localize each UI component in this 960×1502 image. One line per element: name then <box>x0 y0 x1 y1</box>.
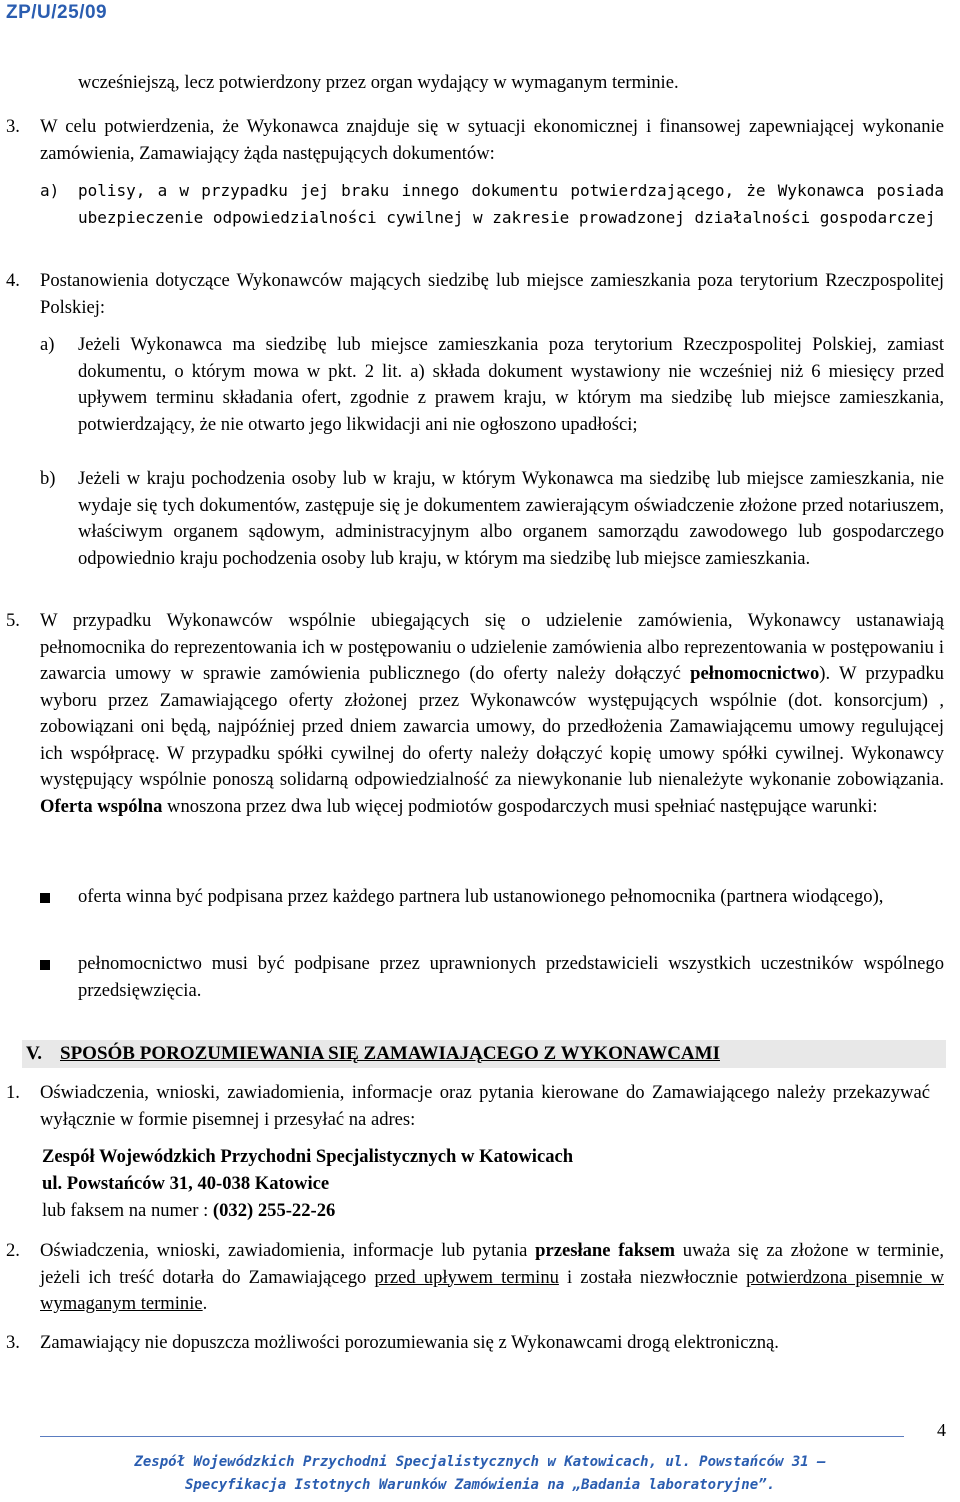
emphasis-pelnomocnictwo: pełnomocnictwo <box>690 663 820 684</box>
item-number: 1. <box>6 1082 20 1103</box>
item-letter: a) <box>40 181 60 200</box>
bullet-item: pełnomocnictwo musi być podpisane przez uprawnionych przedstawicieli wszystkich uczestników wspólnego przedsięwzięcia. <box>78 953 944 1001</box>
square-bullet-icon <box>40 960 50 970</box>
emphasis-oferta-wspolna: Oferta wspólna <box>40 795 163 817</box>
item-4-text: Postanowienia dotyczące Wykonawców mających siedzibę lub miejsce zamieszkania poza terytorium Rzeczpospolitej Polskiej: <box>40 270 944 318</box>
underlined-confirmation: potwierdzona pisemnie w wymaganym terminie <box>40 1266 944 1314</box>
footer-line-1: Zespół Wojewódzkich Przychodni Specjalistycznych w Katowicach, ul. Powstańców 31 – <box>134 1454 826 1470</box>
address-name: Zespół Wojewódzkich Przychodni Specjalistycznych w Katowicach <box>42 1146 574 1167</box>
address-street: ul. Powstańców 31, 40-038 Katowice <box>42 1173 330 1194</box>
item-4a-text: Jeżeli Wykonawca ma siedzibę lub miejsce zamieszkania poza terytorium Rzeczpospolitej Polskiej, zamiast dokumentu, o którym mowa w pkt. 2 lit. a) składa dokument wystawiony nie wcześniej niż 6 miesięcy przed upływem terminu składania ofert, zgodnie z prawem kraju, w którym ma siedzibę lub miejsce zamieszkania, potwierdzający, że nie otwarto jego likwidacji ani nie ogłoszono upadłości; <box>78 334 944 435</box>
item-letter: b) <box>40 468 56 489</box>
item-5-text: W przypadku Wykonawców wspólnie ubiegających się o udzielenie zamówienia, Wykonawcy ustanawiają pełnomocnika do reprezentowania ich w postępowaniu o udzielenie zamówienia albo reprezentowania w postępowaniu i zawarcia umowy w sprawie zamówienia publicznego (do oferty należy dołączyć pełnomocnictwo). W przypadku wyboru przez Zamawiającego oferty złożonej przez Wykonawców występujących wspólnie (dot. konsorcjum) , zobowiązani oni będą, najpóźniej przed dniem zawarcia umowy, do przedłożenia Zamawiającemu umowy regulującej ich współpracę. W przypadku spółki cywilnej do oferty należy dołączyć kopię umowy spółki cywilnej. Wykonawcy występujący wspólnie ponoszą solidarną odpowiedzialność za niewykonanie lub nienależyte wykonanie zobowiązania. Oferta wspólna wnoszona przez dwa lub więcej podmiotów gospodarczych musi spełniać następujące warunki: <box>40 610 944 817</box>
item-3-text: W celu potwierdzenia, że Wykonawca znajduje się w sytuacji ekonomicznej i finansowej zapewniającej wykonanie zamówienia, Zamawiający żąda następujących dokumentów: <box>40 116 944 164</box>
paragraph-continuation: wcześniejszą, lecz potwierdzony przez organ wydający w wymaganym terminie. <box>78 72 679 93</box>
bullet-item: oferta winna być podpisana przez każdego partnera lub ustanowionego pełnomocnika (partnera wiodącego), <box>78 886 884 907</box>
item-number: 3. <box>6 116 20 137</box>
document-id-header: ZP/U/25/09 <box>6 2 108 23</box>
footer-divider <box>40 1436 904 1437</box>
item-number: 4. <box>6 270 20 291</box>
square-bullet-icon <box>40 893 50 903</box>
section-title: SPOSÓB POROZUMIEWANIA SIĘ ZAMAWIAJĄCEGO Z WYKONAWCAMI <box>60 1043 720 1064</box>
item-letter: a) <box>40 334 55 355</box>
fax-line: lub faksem na numer : (032) 255-22-26 <box>42 1200 336 1221</box>
footer-line-2: Specyfikacja Istotnych Warunków Zamówienia na „Badania laboratoryjne”. <box>184 1477 775 1493</box>
item-3a-text: polisy, a w przypadku jej braku innego dokumentu potwierdzającego, że Wykonawca posiada ubezpieczenie odpowiedzialności cywilnej w zakresie prowadzonej działalności gospodarczej <box>78 181 944 227</box>
emphasis-przeslane-faksem: przesłane faksem <box>535 1240 676 1261</box>
item-number: 3. <box>6 1332 20 1353</box>
item-4b-text: Jeżeli w kraju pochodzenia osoby lub w kraju, w którym Wykonawca ma siedzibę lub miejsce zamieszkania, nie wydaje się tych dokumentów, zastępuje się je dokumentem zawierającym oświadczenie złożone przed notariuszem, właściwym organem sądowym, administracyjnym albo organem samorządu zawodowego lub gospodarczego odpowiednio kraju pochodzenia osoby lub kraju, w którym ma siedzibę lub miejsce zamieszkania. <box>78 468 944 569</box>
section-number: V. <box>26 1043 43 1064</box>
item-number: 5. <box>6 610 20 631</box>
page-number: 4 <box>937 1420 946 1440</box>
fax-number: (032) 255-22-26 <box>212 1200 336 1221</box>
item-v2-text: Oświadczenia, wnioski, zawiadomienia, informacje lub pytania przesłane faksem uważa się za złożone w terminie, jeżeli ich treść dotarła do Zamawiającego przed upływem terminu i została niezwłocznie potwierdzona pisemnie w wymaganym terminie. <box>40 1240 944 1314</box>
item-v1-text: Oświadczenia, wnioski, zawiadomienia, informacje oraz pytania kierowane do Zamawiającego należy przekazywać wyłącznie w formie pisemnej i przesyłać na adres: <box>40 1082 930 1130</box>
item-number: 2. <box>6 1240 20 1261</box>
underlined-deadline: przed upływem terminu <box>374 1266 559 1288</box>
item-v3-text: Zamawiający nie dopuszcza możliwości porozumiewania się z Wykonawcami drogą elektroniczną. <box>40 1332 779 1353</box>
